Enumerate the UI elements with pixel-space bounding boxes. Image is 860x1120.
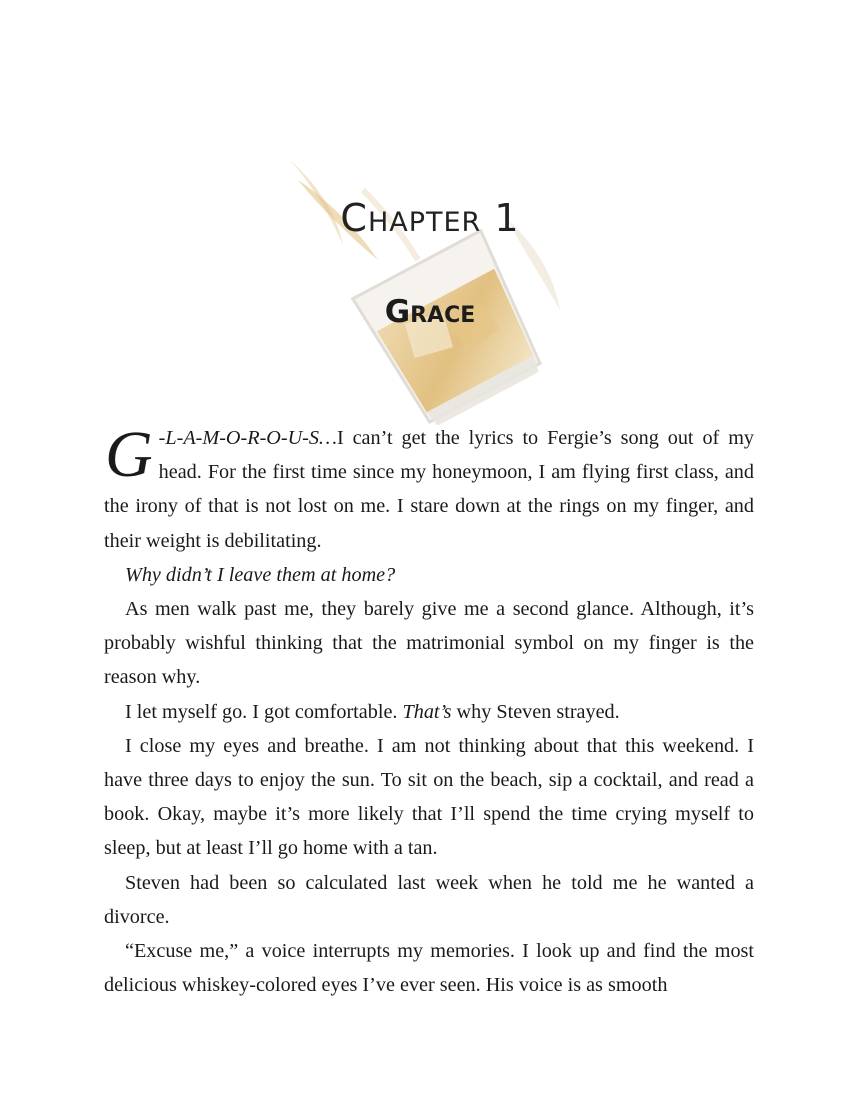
paragraph-6: Steven had been so calculated last week when he told me he wanted a divorce. <box>104 871 754 928</box>
drop-cap: G <box>105 418 153 491</box>
paragraph-text: I can’t get the lyrics to Fergie’s song out of my head. For the first time since my honeymoon, I am flying first class, and the irony of that is not lost on me. I stare down at the rings on my finger, and their weight is debilitating. <box>104 427 754 552</box>
chapter-body <box>104 418 754 1002</box>
paragraph-3: As men walk past me, they barely give me a second glance. Although, it’s probably wishful thinking that the matrimonial symbol on my finger is the reason why. <box>104 598 754 689</box>
paragraph-7: “Excuse me,” a voice interrupts my memories. I look up and find the most delicious whiskey-colored eyes I’ve ever seen. His voice is as smooth <box>104 940 754 997</box>
paragraph-4 <box>104 695 754 729</box>
whiskey-glass-illustration <box>268 150 578 425</box>
lyric-lead: -L-A-M-O-R-O-U-S… <box>158 427 337 449</box>
paragraph-2 <box>104 558 754 592</box>
chapter-name: Grace <box>384 294 476 330</box>
paragraph-text: why Steven strayed. <box>451 700 620 723</box>
paragraph-5: I close my eyes and breathe. I am not thinking about that this weekend. I have three days to enjoy the sun. To sit on the beach, sip a cocktail, and read a book. Okay, maybe it’s more likely that I’ll spend the time crying myself to sleep, but at least I’ll go home with a tan. <box>104 734 754 860</box>
emphasis: That’s <box>402 700 452 723</box>
paragraph-1 <box>104 418 754 558</box>
chapter-title: Chapter 1 <box>340 196 520 240</box>
inner-thought: Why didn’t I leave them at home? <box>125 563 396 586</box>
paragraph-text: I let myself go. I got comfortable. <box>125 700 403 723</box>
